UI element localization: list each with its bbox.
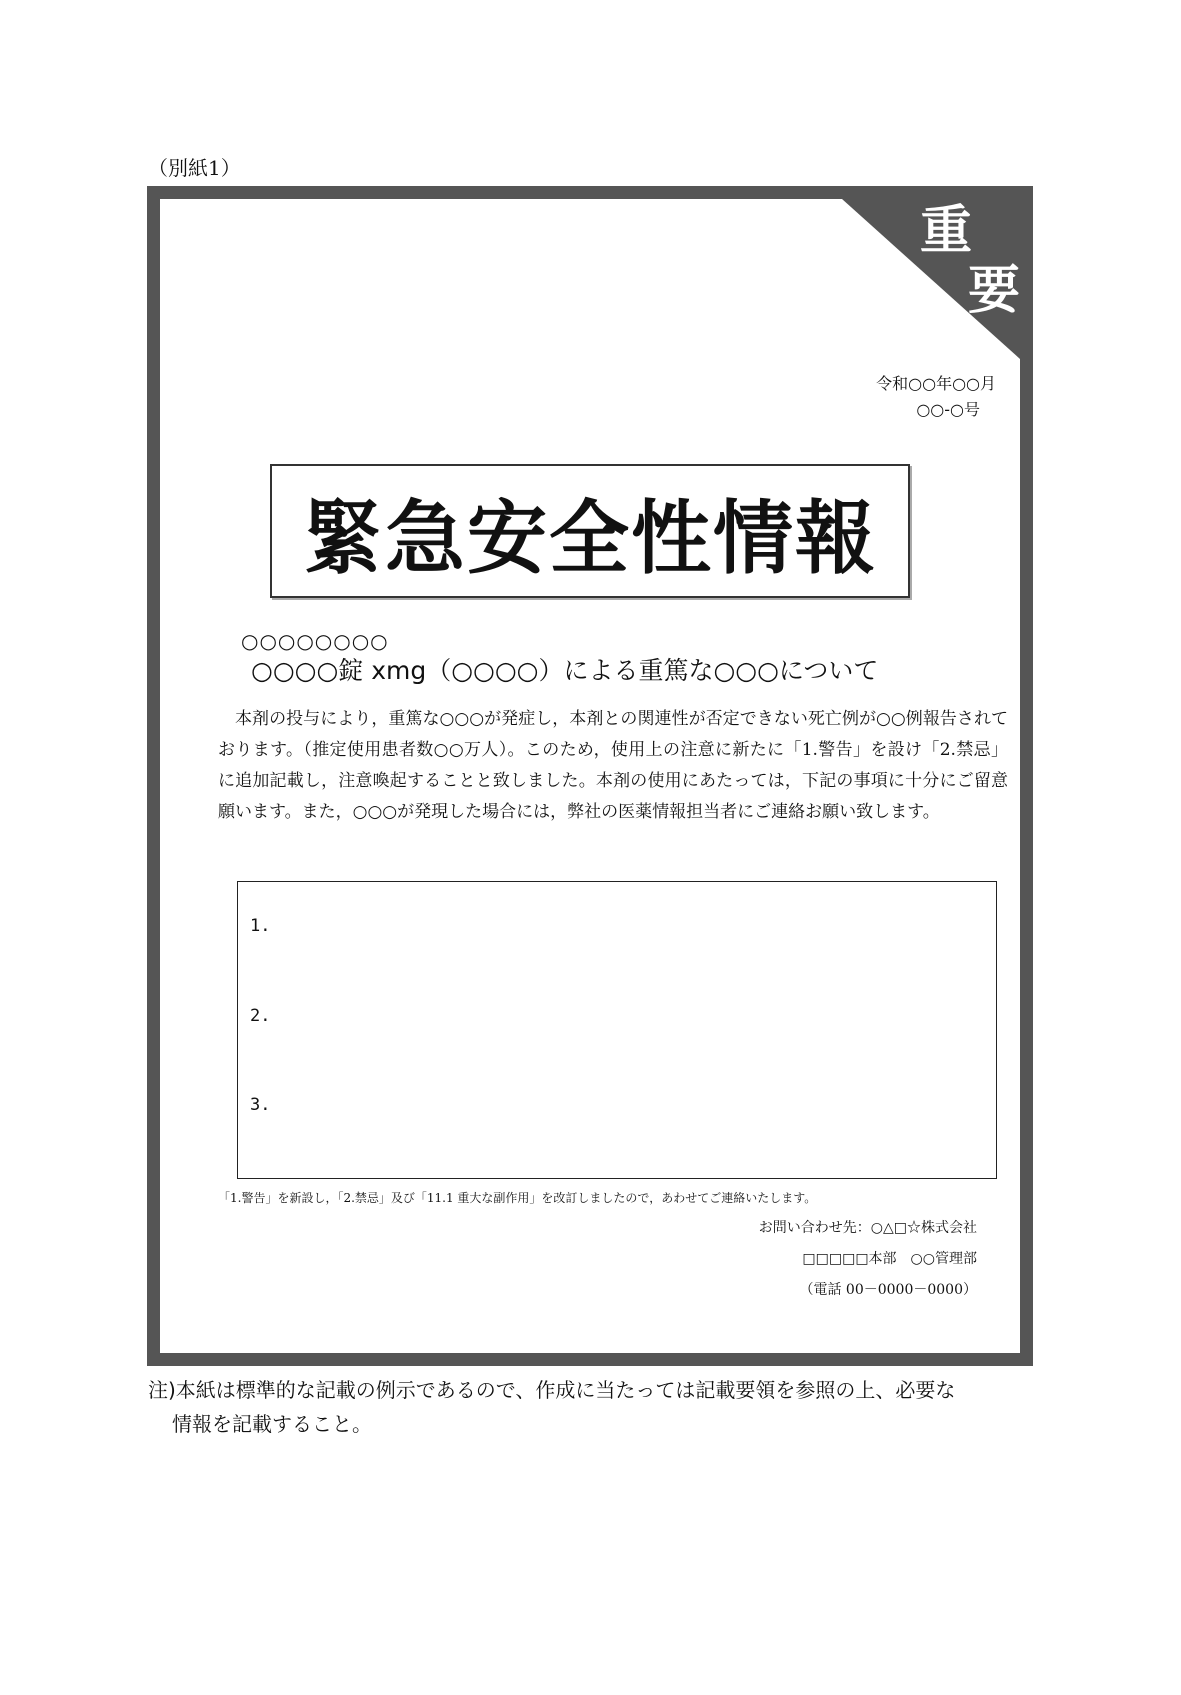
issue-date: 令和○○年○○月: [876, 374, 996, 393]
contact-company: お問い合わせ先：○△□☆株式会社: [758, 1220, 977, 1236]
item-2: 2.: [250, 1006, 271, 1026]
revision-note: 「1.警告」を新設し，「2.禁忌」及び「11.1 重大な副作用」を改訂しましたので，あわせてご連絡いたします。: [218, 1191, 817, 1205]
contact-phone: （電話 00－0000－0000）: [799, 1282, 977, 1298]
body-paragraph: 本剤の投与により，重篤な○○○が発症し，本剤との関連性が否定できない死亡例が○○例報告されております。（推定使用患者数○○万人）。このため，使用上の注意に新たに「1.警告」を設け「2.禁忌」に追加記載し，注意喚起することと致しました。本剤の使用にあたっては，下記の事項に十分にご留意願います。また，○○○が発現した場合には，弊社の医薬情報担当者にご連絡お願い致します。: [218, 709, 1008, 822]
footnote-line-2: 情報を記載すること。: [172, 1412, 372, 1436]
attachment-label: （別紙1）: [148, 156, 241, 180]
contact-department: □□□□□本部 ○○管理部: [802, 1251, 977, 1267]
footnote-line-1: 注)本紙は標準的な記載の例示であるので、作成に当たっては記載要領を参照の上、必要な: [148, 1378, 956, 1402]
items-box: [237, 881, 997, 1179]
issue-number: ○○-○号: [916, 400, 980, 419]
corner-badge-char-2: 要: [967, 261, 1020, 321]
notice-frame: [147, 186, 1033, 1366]
subtitle-small: ○○○○○○○○: [241, 629, 389, 653]
document-title: 緊急安全性情報: [303, 491, 877, 585]
title-box: [270, 464, 910, 598]
footnote: [148, 1373, 1038, 1441]
corner-badge-char-1: 重: [919, 201, 972, 261]
subtitle-main: ○○○○錠 xmg（○○○○）による重篤な○○○について: [251, 656, 879, 685]
item-1: 1.: [250, 916, 271, 936]
item-3: 3.: [250, 1095, 271, 1115]
